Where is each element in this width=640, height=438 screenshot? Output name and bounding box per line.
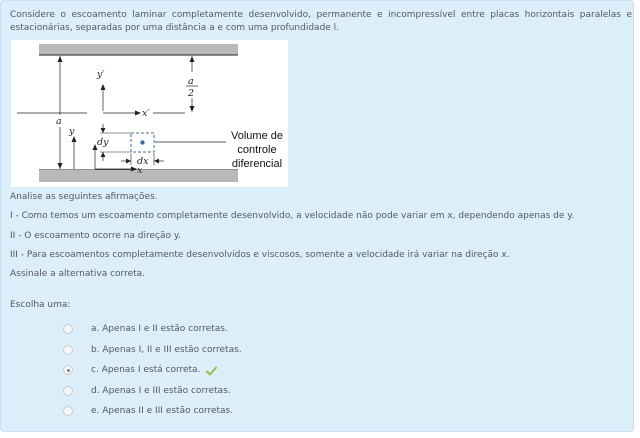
answer-option-a[interactable]: [63, 322, 228, 336]
statement-3: III - Para escoamentos completamente desenvolvidos e viscosos, somente a velocidade irá variar na direção x.: [10, 250, 510, 260]
answer-label-c: c. Apenas I está correta.: [91, 365, 201, 375]
label-volume-1: Volume de: [231, 130, 283, 142]
radio-button-a[interactable]: [63, 324, 73, 334]
statements-prompt: Assinale a alternativa correta.: [10, 269, 146, 279]
label-y: y: [69, 126, 75, 137]
radio-button-e[interactable]: [63, 406, 73, 416]
statement-2: II - O escoamento ocorre na direção y.: [10, 231, 181, 241]
statements-intro: Analise as seguintes afirmações.: [10, 192, 158, 202]
answer-option-c[interactable]: [63, 363, 217, 377]
label-x: x: [137, 165, 143, 176]
statement-1: I - Como temos um escoamento completamente desenvolvido, a velocidade não pode variar em x, dependendo apenas de y.: [10, 211, 575, 221]
radio-button-c[interactable]: [63, 365, 73, 375]
question-text: Considere o escoamento laminar completamente desenvolvido, permanente e incompressível entre placas horizontais paralelas e estacionárias, separadas por uma distância a e com uma profundidade l.: [10, 10, 632, 33]
label-x-prime: x′: [142, 108, 150, 119]
label-y-prime: y′: [97, 69, 105, 80]
parallel-plates-figure: [11, 40, 288, 187]
answer-label-b: b. Apenas I, II e III estão corretas.: [91, 345, 242, 355]
choose-label: Escolha uma:: [10, 300, 71, 310]
answer-label-a: a. Apenas I e II estão corretas.: [91, 324, 228, 334]
radio-button-b[interactable]: [63, 345, 73, 355]
checkmark-icon: [206, 361, 217, 380]
label-volume-3: diferencial: [231, 158, 283, 170]
label-half: 2: [188, 88, 195, 99]
label-a-top: a: [188, 76, 194, 87]
label-a-left: a: [56, 116, 62, 127]
label-dy: dy: [97, 137, 109, 148]
answer-label-d: d. Apenas I e III estão corretas.: [91, 386, 231, 396]
top-plate: [39, 44, 238, 55]
answer-option-e[interactable]: [63, 404, 233, 418]
label-dx: dx: [137, 156, 149, 167]
radio-button-d[interactable]: [63, 386, 73, 396]
answer-label-e: e. Apenas II e III estão corretas.: [91, 406, 234, 416]
answer-option-d[interactable]: [63, 384, 231, 398]
answer-option-b[interactable]: [63, 343, 242, 357]
label-volume-2: controle: [237, 144, 277, 156]
